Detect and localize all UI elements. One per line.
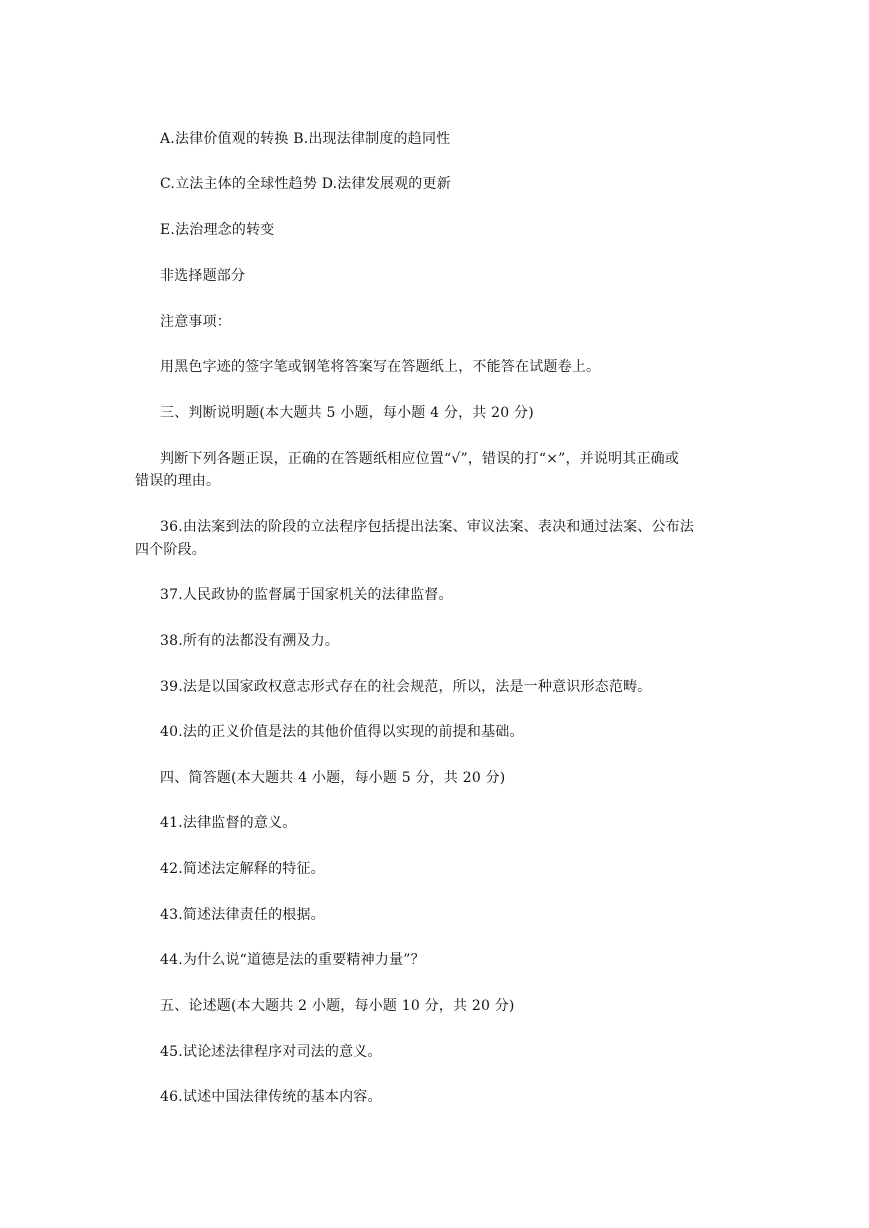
section-heading-non-choice: 非选择题部分 bbox=[160, 268, 246, 284]
option-line-a-b: A.法律价值观的转换 B.出现法律制度的趋同性 bbox=[160, 131, 451, 147]
question-40: 40.法的正义价值是法的其他价值得以实现的前提和基础。 bbox=[160, 724, 524, 740]
question-36-line-1: 36.由法案到法的阶段的立法程序包括提出法案、审议法案、表决和通过法案、公布法 bbox=[160, 519, 695, 535]
section-heading-essay: 五、论述题(本大题共 2 小题，每小题 10 分，共 20 分) bbox=[160, 998, 515, 1014]
question-41: 41.法律监督的意义。 bbox=[160, 815, 297, 831]
question-38: 38.所有的法都没有溯及力。 bbox=[160, 633, 340, 649]
question-43: 43.简述法律责任的根据。 bbox=[160, 907, 325, 923]
question-44: 44.为什么说“道德是法的重要精神力量”？ bbox=[160, 952, 425, 968]
question-39: 39.法是以国家政权意志形式存在的社会规范，所以，法是一种意识形态范畴。 bbox=[160, 679, 652, 695]
judgment-instructions-line-2: 错误的理由。 bbox=[135, 473, 221, 489]
option-line-c-d: C.立法主体的全球性趋势 D.法律发展观的更新 bbox=[160, 176, 451, 192]
section-heading-short-answer: 四、简答题(本大题共 4 小题，每小题 5 分，共 20 分) bbox=[160, 770, 506, 786]
question-36-line-2: 四个阶段。 bbox=[135, 542, 206, 558]
notice-text: 用黑色字迹的签字笔或钢笔将答案写在答题纸上，不能答在试题卷上。 bbox=[160, 359, 601, 375]
question-46: 46.试述中国法律传统的基本内容。 bbox=[160, 1089, 382, 1105]
judgment-instructions-line-1: 判断下列各题正误，正确的在答题纸相应位置“√”，错误的打“×”，并说明其正确或 bbox=[160, 451, 680, 467]
question-37: 37.人民政协的监督属于国家机关的法律监督。 bbox=[160, 587, 453, 603]
question-45: 45.试论述法律程序对司法的意义。 bbox=[160, 1044, 382, 1060]
option-line-e: E.法治理念的转变 bbox=[160, 222, 275, 238]
question-42: 42.简述法定解释的特征。 bbox=[160, 861, 325, 877]
section-heading-judgment: 三、判断说明题(本大题共 5 小题，每小题 4 分，共 20 分) bbox=[160, 405, 534, 421]
notice-heading: 注意事项： bbox=[160, 314, 231, 330]
